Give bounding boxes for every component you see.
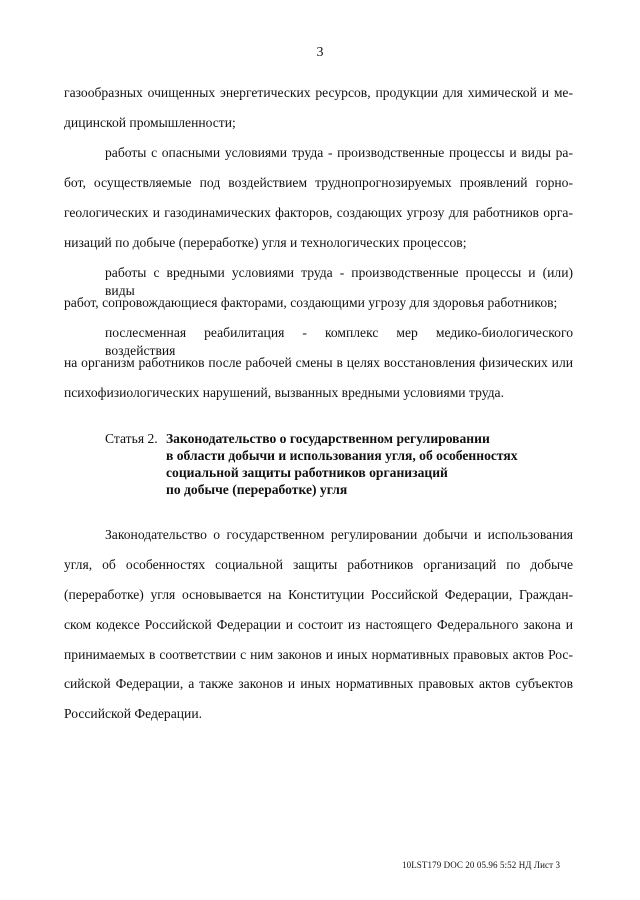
body-text-line: на организм работников после рабочей смены в целях восстановления физических или bbox=[64, 355, 573, 370]
article-title-line: социальной защиты работников организаций bbox=[166, 465, 448, 480]
article-title-line: Законодательство о государственном регулировании bbox=[166, 431, 490, 446]
body-text-line: работы с вредными условиями труда - производственные процессы и (или) виды bbox=[105, 265, 573, 298]
body-text-line: психофизиологических нарушений, вызванных вредными условиями труда. bbox=[64, 385, 504, 400]
article-body-line: Российской Федерации. bbox=[64, 706, 202, 721]
body-text-line: послесменная реабилитация - комплекс мер медико-биологического воздействия bbox=[105, 325, 573, 358]
article-body-line: принимаемых в соответствии с ним законов и иных нормативных правовых актов Рос- bbox=[64, 647, 573, 662]
body-text-line: дицинской промышленности; bbox=[64, 115, 236, 130]
article-body-line: ском кодексе Российской Федерации и состоит из настоящего Федерального закона и bbox=[64, 617, 573, 632]
body-text-line: газообразных очищенных энергетических ресурсов, продукции для химической и ме- bbox=[64, 85, 573, 100]
body-text-line: работ, сопровождающиеся факторами, создающими угрозу для здоровья работников; bbox=[64, 295, 558, 310]
body-text-line: работы с опасными условиями труда - производственные процессы и виды ра- bbox=[105, 145, 573, 160]
body-text-line: бот, осуществляемые под воздействием труднопрогнозируемых проявлений горно- bbox=[64, 175, 573, 190]
page-number: 3 bbox=[316, 45, 324, 60]
body-text-line: геологических и газодинамических факторов, создающих угрозу для работников орга- bbox=[64, 205, 573, 220]
article-label: Статья 2. bbox=[105, 431, 158, 446]
document-footer: 10LST179 DOC 20 05.96 5:52 НД Лист 3 bbox=[402, 860, 561, 870]
body-text-line: низаций по добыче (переработке) угля и технологических процессов; bbox=[64, 235, 467, 250]
article-body-line: Законодательство о государственном регулировании добычи и использования bbox=[105, 527, 573, 542]
article-title-line: по добыче (переработке) угля bbox=[166, 482, 348, 497]
article-body-line: угля, об особенностях социальной защиты работников организаций по добыче bbox=[64, 557, 573, 572]
article-body-line: сийской Федерации, а также законов и иных нормативных правовых актов субъектов bbox=[64, 676, 573, 691]
article-body-line: (переработке) угля основывается на Конституции Российской Федерации, Граждан- bbox=[64, 587, 573, 602]
article-title-line: в области добычи и использования угля, об особенностях bbox=[166, 448, 518, 463]
